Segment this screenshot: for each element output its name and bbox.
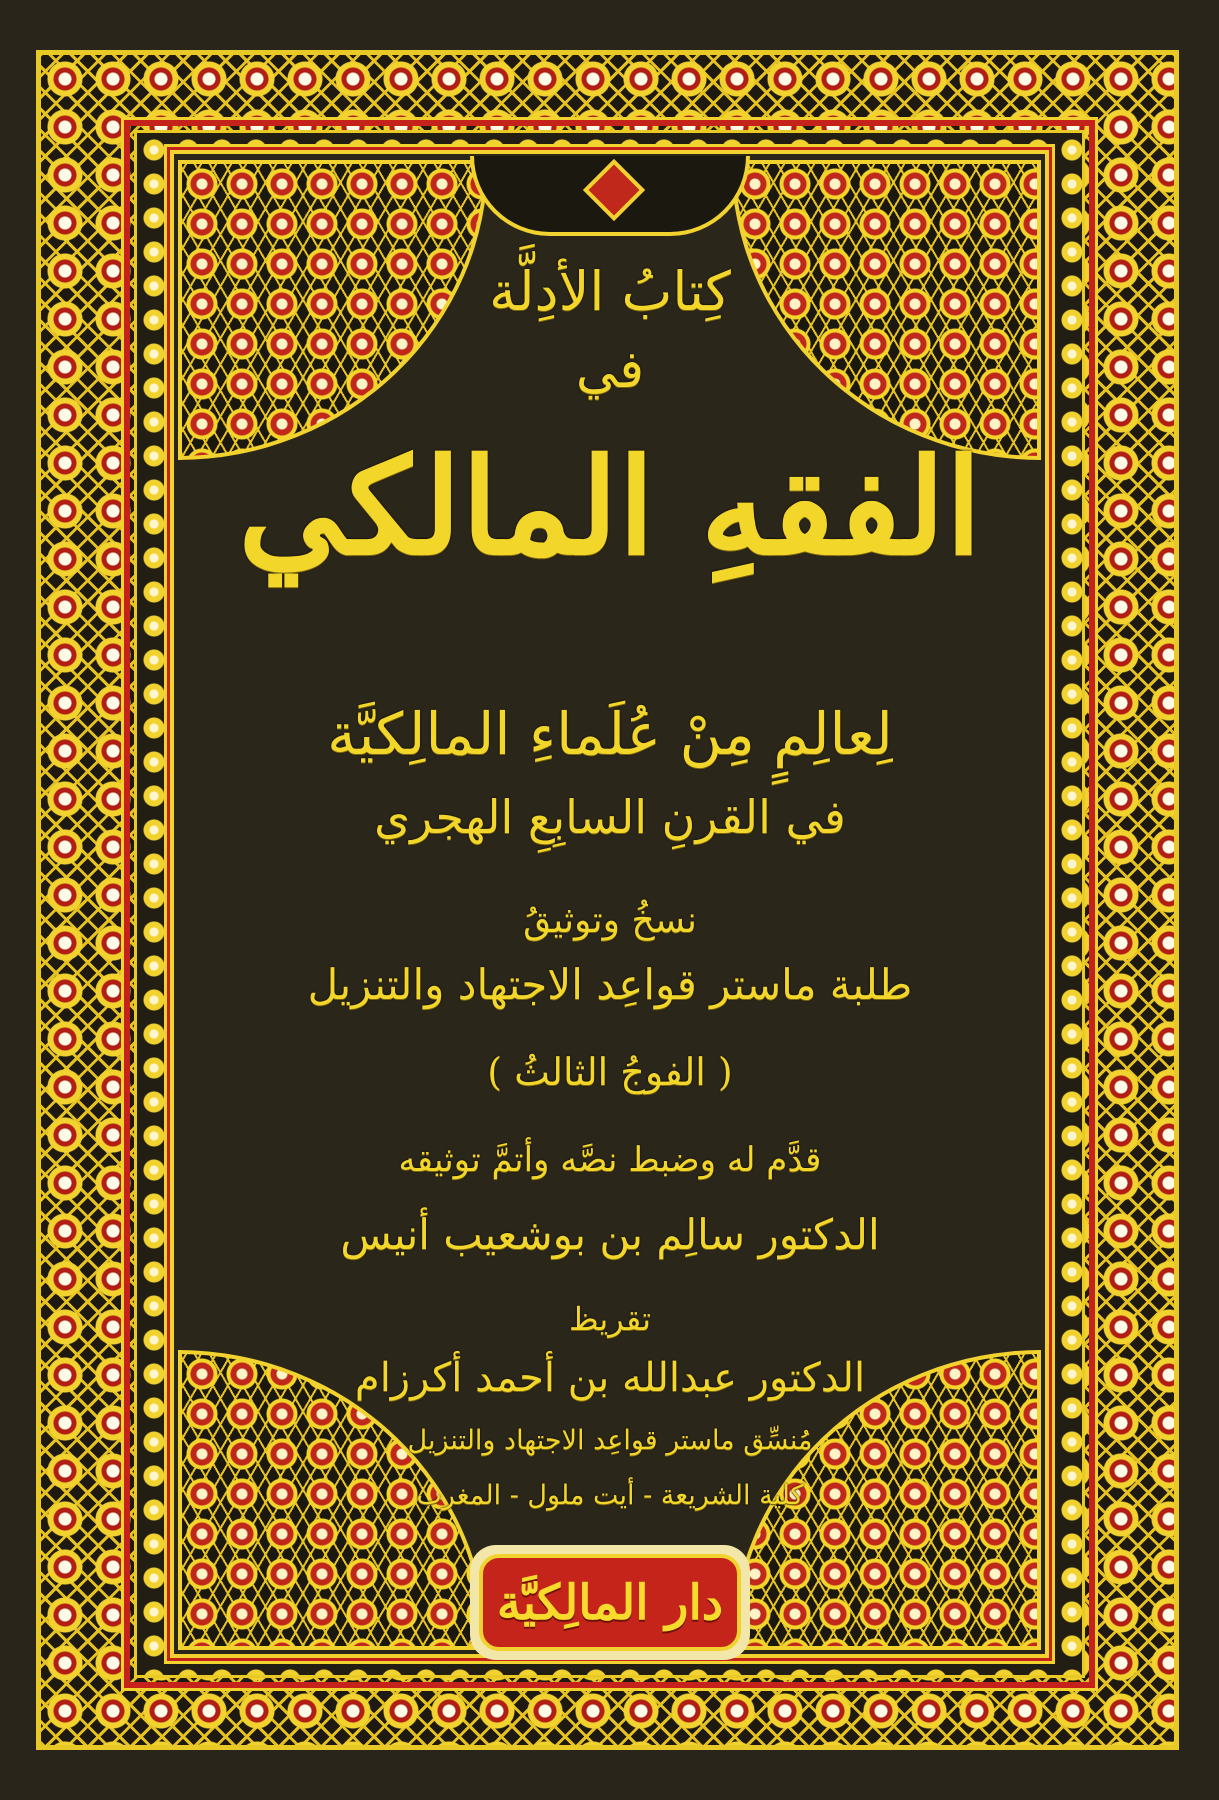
cohort: ( الفوجُ الثالثُ ) [487, 1050, 733, 1094]
intro-label: قدَّم له وضبط نصَّه وأتمَّ توثيقه [398, 1140, 822, 1180]
subtitle-1: لِعالِمٍ مِنْ عُلَماءِ المالِكيَّة [327, 700, 893, 768]
publisher-badge [470, 1545, 750, 1660]
endorser-affiliation: كلية الشريعة - أيت ملول - المغرب [416, 1480, 804, 1511]
subtitle-2: في القرنِ السابِعِ الهجري [374, 790, 846, 844]
copy-by: طلبة ماستر قواعِد الاجتهاد والتنزيل [307, 960, 913, 1009]
cover-text [230, 260, 990, 1560]
title-line-1: كِتابُ الأدِلَّة [489, 260, 731, 323]
title-line-2: في [575, 340, 645, 400]
publisher-name: دار المالِكيَّة [479, 1554, 741, 1651]
editor-name: الدكتور سالِم بن بوشعيب أنيس [340, 1210, 880, 1259]
top-arch-ornament [470, 156, 750, 236]
endorser-role: مُنسِّق ماستر قواعِد الاجتهاد والتنزيل [407, 1425, 813, 1456]
main-title: الفقهِ المالكي [238, 430, 982, 585]
endorser-name: الدكتور عبدالله بن أحمد أكرزام [354, 1355, 866, 1401]
endorsement-label: تقريظ [568, 1300, 652, 1338]
copy-label: نسخُ وتوثيقُ [523, 900, 697, 941]
